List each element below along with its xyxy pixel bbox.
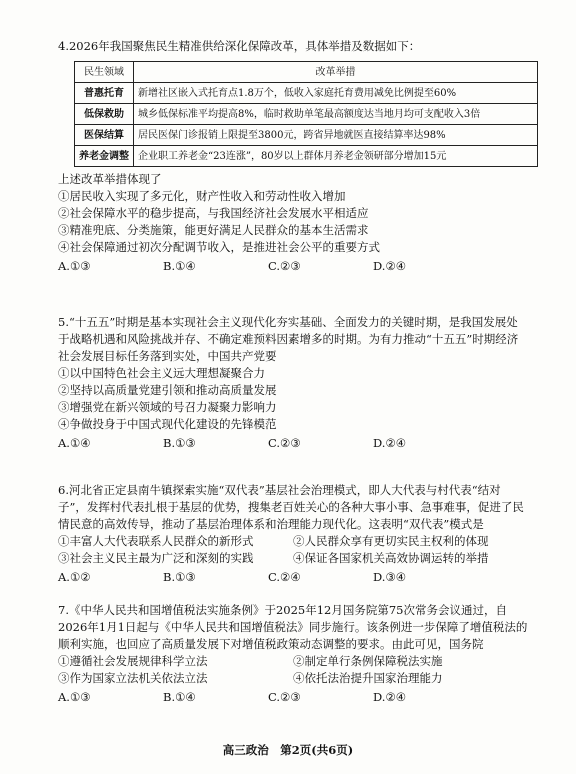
choice-a[interactable]: A.①③ xyxy=(58,259,91,273)
choice-a[interactable]: A.①② xyxy=(58,570,91,584)
page-footer: 高三政治 第2页(共6页) xyxy=(222,743,354,757)
question-7 xyxy=(58,602,528,706)
choice-d[interactable]: D.②④ xyxy=(373,436,407,450)
table-header-area: 民生领域 xyxy=(75,62,134,83)
choice-a[interactable]: A.①④ xyxy=(58,436,91,450)
answer-choices xyxy=(58,569,478,586)
table-cell-area: 低保救助 xyxy=(75,104,134,125)
reform-table xyxy=(74,61,538,167)
choice-b[interactable]: B.①③ xyxy=(163,570,196,584)
table-cell-measure: 居民医保门诊报销上限提至3800元，跨省异地就医直接结算率达98% xyxy=(134,125,538,146)
question-4-prompt: 上述改革举措体现了 xyxy=(58,172,162,186)
option-3: ③社会主义民主最为广泛和深刻的实践 xyxy=(58,551,254,565)
option-4: ④社会保障通过初次分配调节收入，是推进社会公平的重要方式 xyxy=(58,240,380,254)
table-cell-area: 医保结算 xyxy=(75,125,134,146)
table-row xyxy=(75,146,538,167)
choice-b[interactable]: B.①③ xyxy=(163,436,196,450)
question-5-stem: 5.“十五五”时期是基本实现社会主义现代化夯实基础、全面发力的关键时期，是我国发展处于战略机遇和风险挑战并存、不确定难预料因素增多的时期。为有力推动“十五五”时期经济社会发展目标任务落到实处，中国共产党要 xyxy=(58,315,519,363)
choice-b[interactable]: B.①④ xyxy=(163,259,196,273)
option-4: ④争做投身于中国式现代化建设的先锋模范 xyxy=(58,417,277,431)
option-2: ②人民群众享有更切实民主权利的体现 xyxy=(293,534,489,548)
table-row xyxy=(75,104,538,125)
answer-choices xyxy=(58,435,478,452)
choice-c[interactable]: C.②③ xyxy=(268,690,301,704)
option-1: ①居民收入实现了多元化，财产性收入和劳动性收入增加 xyxy=(58,189,346,203)
choice-d[interactable]: D.③④ xyxy=(373,570,407,584)
option-row xyxy=(58,550,528,567)
option-row xyxy=(58,533,528,550)
option-3: ③精准兜底、分类施策，能更好满足人民群众的基本生活需求 xyxy=(58,223,369,237)
table-cell-measure: 企业职工养老金“23连涨”，80岁以上群体月养老金领研部分增加15元 xyxy=(134,146,538,167)
option-1: ①丰富人大代表联系人民群众的新形式 xyxy=(58,534,254,548)
question-6 xyxy=(58,482,528,586)
table-header-measure: 改革举措 xyxy=(134,62,538,83)
option-1: ①以中国特色社会主义远大理想凝聚合力 xyxy=(58,366,265,380)
option-row xyxy=(58,653,528,670)
answer-choices xyxy=(58,258,478,275)
option-3: ③作为国家立法机关依法立法 xyxy=(58,671,208,685)
choice-c[interactable]: C.②③ xyxy=(268,436,301,450)
table-cell-measure: 城乡低保标准平均提高8%，临时救助单笔最高额度达当地月均可支配收入3倍 xyxy=(134,104,538,125)
table-header-row xyxy=(75,62,538,83)
choice-d[interactable]: D.②④ xyxy=(373,690,407,704)
option-2: ②制定单行条例保障税法实施 xyxy=(293,654,443,668)
option-4: ④保证各国家机关高效协调运转的举措 xyxy=(293,551,489,565)
question-4-stem: 4.2026年我国聚焦民生精准供给深化保障改革，具体举措及数据如下： xyxy=(58,39,421,53)
option-2: ②坚持以高质量党建引领和推动高质量发展 xyxy=(58,383,277,397)
choice-d[interactable]: D.②④ xyxy=(373,259,407,273)
option-row xyxy=(58,670,528,687)
answer-choices xyxy=(58,689,478,706)
choice-b[interactable]: B.①④ xyxy=(163,690,196,704)
choice-c[interactable]: C.②③ xyxy=(268,259,301,273)
table-cell-measure: 新增社区嵌入式托育点1.8万个，低收入家庭托育费用减免比例提至60% xyxy=(134,83,538,104)
table-cell-area: 养老金调整 xyxy=(75,146,134,167)
table-row xyxy=(75,83,538,104)
question-7-stem: 7.《中华人民共和国增值税法实施条例》于2025年12月国务院第75次常务会议通过，自2026年1月1日起与《中华人民共和国增值税法》同步施行。该条例进一步保障了增值税法的顺利实施，也回应了高质量发展下对增值税政策动态调整的要求。由此可见，国务院 xyxy=(58,603,528,651)
table-row xyxy=(75,125,538,146)
choice-a[interactable]: A.①③ xyxy=(58,690,91,704)
option-2: ②社会保障水平的稳步提高，与我国经济社会发展水平相适应 xyxy=(58,206,369,220)
option-3: ③增强党在新兴领域的号召力凝聚力影响力 xyxy=(58,400,277,414)
option-4: ④依托法治提升国家治理能力 xyxy=(293,671,443,685)
question-5 xyxy=(58,314,528,452)
question-6-stem: 6.河北省正定县南牛镇探索实施“双代表”基层社会治理模式，即人大代表与村代表“结对子”，发挥村代表扎根于基层的优势，搜集老百姓关心的各种大事小事、急事难事，促进了民情民意的高效传导，推动了基层治理体系和治理能力现代化。这表明“双代表”模式是 xyxy=(58,483,524,531)
option-1: ①遵循社会发展规律科学立法 xyxy=(58,654,208,668)
choice-c[interactable]: C.②④ xyxy=(268,570,301,584)
table-cell-area: 普惠托育 xyxy=(75,83,134,104)
question-4 xyxy=(58,38,528,275)
